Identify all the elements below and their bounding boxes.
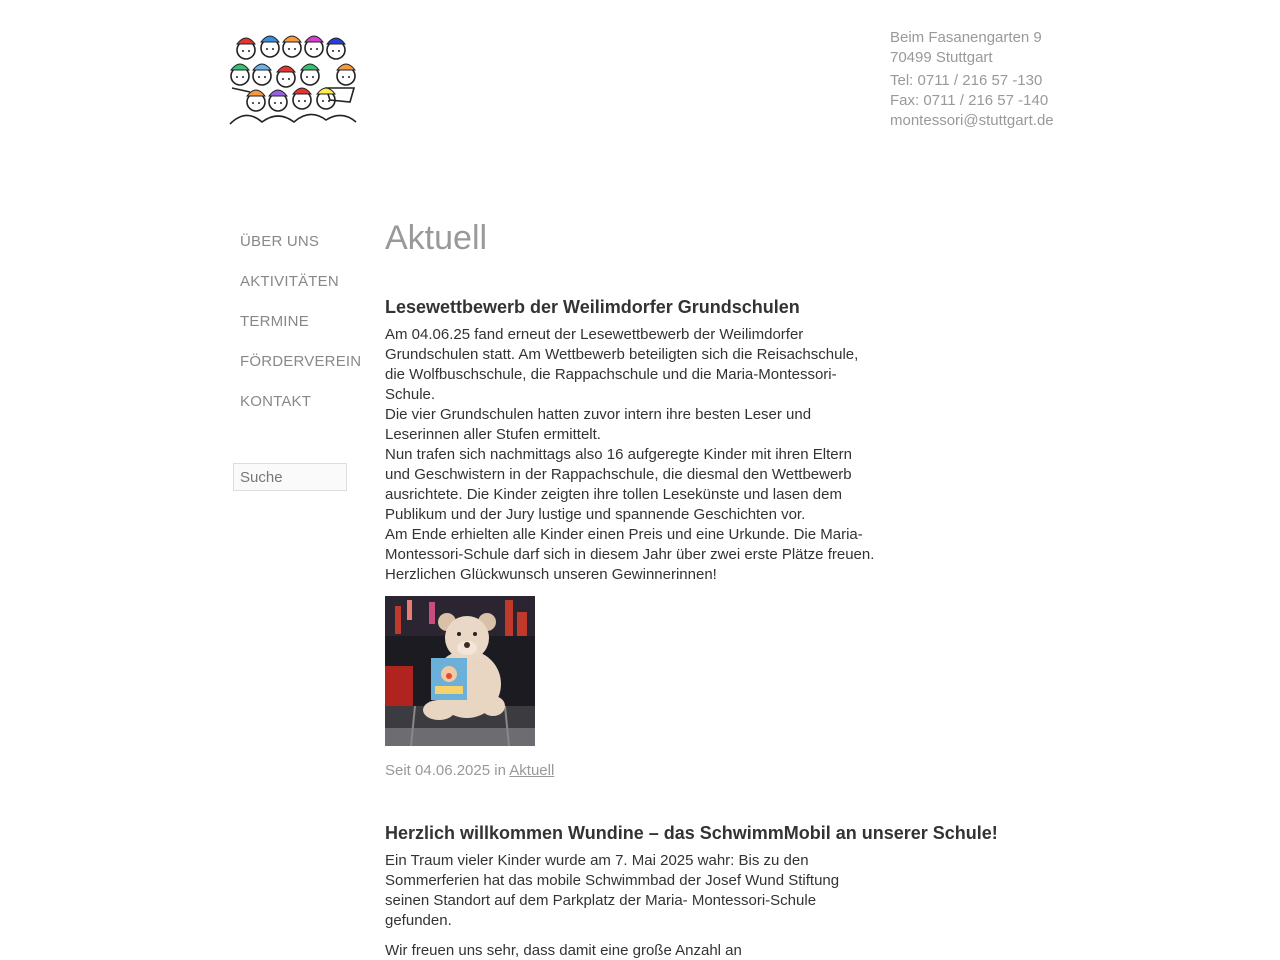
nav-item-ueber-uns[interactable]: ÜBER UNS — [240, 233, 320, 250]
post-meta — [385, 761, 1025, 781]
post — [385, 295, 1025, 781]
post-paragraph: Herzlichen Glückwunsch unseren Gewinnerinnen! — [385, 566, 717, 583]
post-paragraph: Nun trafen sich nachmittags also 16 aufgeregte Kinder mit ihren Eltern und Geschwistern in der Rappachschule, die diesmal den Wettbewerb ausrichtete. Die Kinder zeigten ihre tollen Lesekünste und lasen dem Publikum und der Jury lustige und spannende Geschichten vor. — [385, 446, 852, 523]
address-line1: Beim Fasanengarten 9 — [890, 29, 1042, 46]
nav-item-termine[interactable]: TERMINE — [240, 313, 309, 330]
post-date: Seit 04.06.2025 in — [385, 762, 510, 779]
post — [385, 821, 1025, 960]
post-body — [385, 325, 880, 585]
phone-number: Tel: 0711 / 216 57 -130 — [890, 72, 1043, 89]
search-input[interactable] — [233, 463, 347, 491]
school-logo — [226, 28, 362, 128]
post-title[interactable]: Lesewettbewerb der Weilimdorfer Grundschulen — [385, 297, 800, 317]
nav-item-kontakt[interactable]: KONTAKT — [240, 393, 312, 410]
main-content — [385, 214, 1025, 960]
post-paragraph: Am Ende erhielten alle Kinder einen Preis und eine Urkunde. Die Maria-Montessori-Schule darf sich in diesem Jahr über zwei erste Plätze freuen. — [385, 526, 875, 563]
page-title: Aktuell — [385, 219, 488, 257]
post-title[interactable]: Herzlich willkommen Wundine – das SchwimmMobil an unserer Schule! — [385, 823, 998, 843]
contact-info — [890, 28, 1054, 131]
nav-item-foerderverein[interactable]: FÖRDERVEREIN — [240, 353, 362, 370]
teddy-bear-photo[interactable] — [385, 596, 535, 746]
address-line2: 70499 Stuttgart — [890, 49, 993, 66]
post-paragraph: Ein Traum vieler Kinder wurde am 7. Mai 2025 wahr: Bis zu den Sommerferien hat das mobile Schwimmbad der Josef Wund Stiftung seinen Standort auf dem Parkplatz der Maria- Montessori-Schule gefunden. — [385, 852, 840, 929]
email-address[interactable]: montessori@stuttgart.de — [890, 112, 1054, 129]
nav-item-aktivitaeten[interactable]: AKTIVITÄTEN — [240, 273, 339, 290]
post-body — [385, 851, 880, 960]
post-paragraph: Die vier Grundschulen hatten zuvor intern ihre besten Leser und Leserinnen aller Stufen ermittelt. — [385, 406, 812, 443]
post-paragraph: Wir freuen uns sehr, dass damit eine große Anzahl an — [385, 942, 742, 959]
fax-number: Fax: 0711 / 216 57 -140 — [890, 92, 1049, 109]
main-nav — [240, 232, 380, 432]
post-category-link[interactable]: Aktuell — [509, 762, 555, 779]
post-paragraph: Am 04.06.25 fand erneut der Lesewettbewerb der Weilimdorfer Grundschulen statt. Am Wettbewerb beteiligten sich die Reisachschule, die Wolfbuschschule, die Rappachschule und die Maria-Montessori-Schule. — [385, 326, 859, 403]
